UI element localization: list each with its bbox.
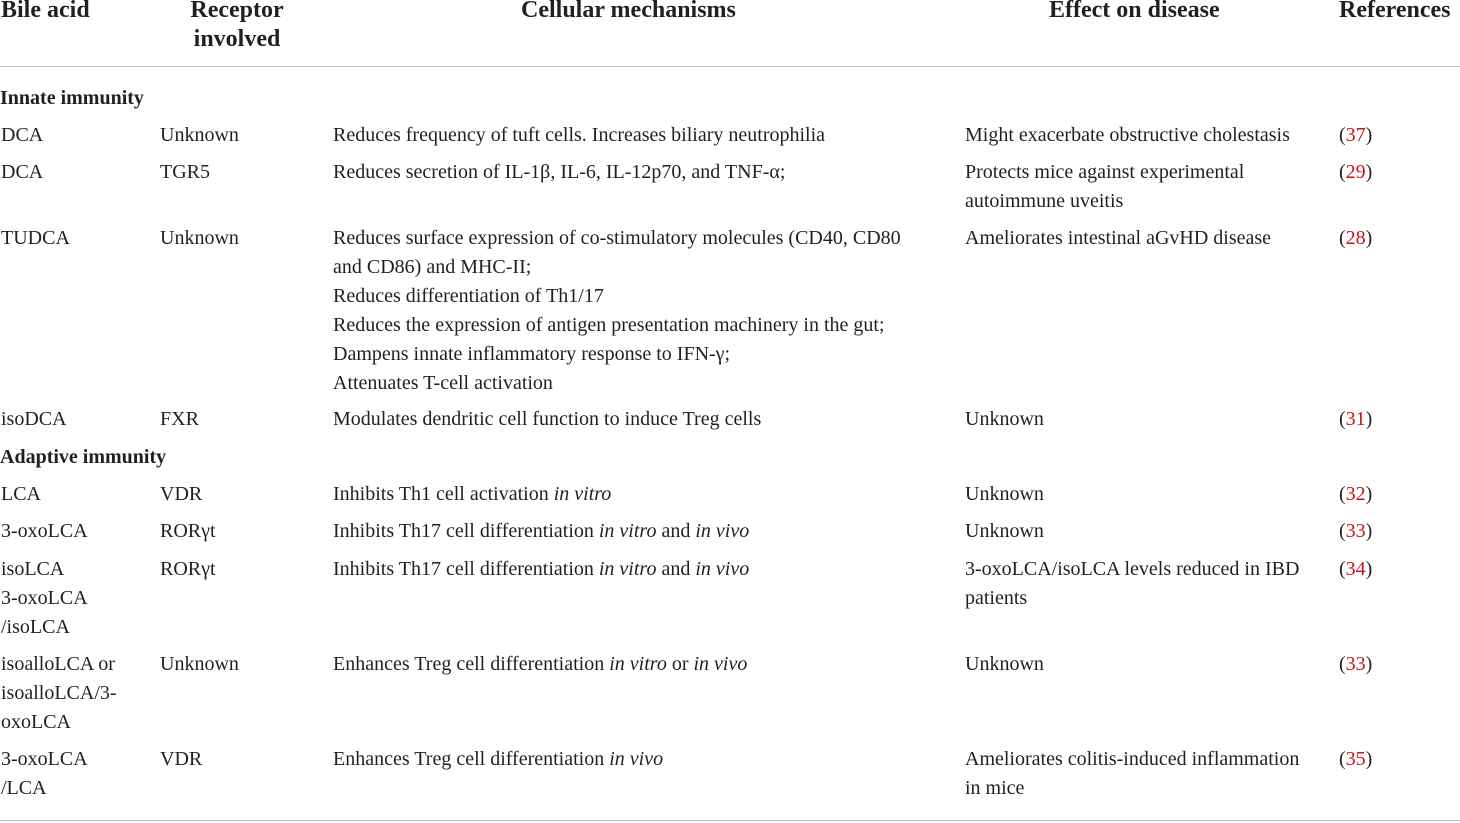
header-bile-acid: Bile acid [1,0,90,23]
bile-acid-line: isoalloLCA/3- [1,682,117,704]
cell-bile-acid [1,224,70,253]
header-receptor-line1: Receptor [190,0,284,23]
cell-bile-acid [1,555,88,642]
mechanism-line [333,745,663,774]
cell-receptor: VDR [160,483,203,505]
reference-link[interactable]: 33 [1345,520,1366,542]
mechanism-text: Inhibits Th17 cell differentiation [333,520,599,542]
cell-bile-acid [1,745,88,803]
cell-bile-acid [1,517,88,546]
mechanism-text: Reduces differentiation of Th1/17 [333,285,604,307]
bile-acid-line: isoalloLCA or [1,653,115,675]
cell-effect [965,555,1299,613]
cell-mechanisms [333,745,663,774]
effect-line: Ameliorates intestinal aGvHD disease [965,227,1272,249]
cell-reference: (28) [1339,227,1373,249]
bile-acid-line: isoLCA [1,558,65,580]
cell-effect [965,517,1044,546]
mechanism-text: Enhances Treg cell differentiation [333,653,610,675]
cell-receptor: RORγt [160,558,216,580]
mechanism-text: Reduces frequency of tuft cells. Increases biliary neutrophilia [333,124,826,146]
header-mechanisms: Cellular mechanisms [521,0,736,23]
bile-acid-line: 3-oxoLCA [1,587,88,609]
header-effect: Effect on disease [1049,0,1220,23]
effect-line: patients [965,587,1028,609]
mechanism-line [333,158,785,187]
effect-line: Might exacerbate obstructive cholestasis [965,124,1290,146]
bile-acid-line: TUDCA [1,227,70,249]
cell-effect [965,158,1244,216]
cell-bile-acid [1,480,41,509]
reference-link[interactable]: 33 [1345,653,1366,675]
effect-line: Protects mice against experimental [965,161,1245,183]
cell-mechanisms [333,517,749,546]
cell-receptor: FXR [160,408,199,430]
mechanism-line [333,121,825,150]
mechanism-line [333,311,901,340]
effect-line: autoimmune uveitis [965,190,1124,212]
reference-link[interactable]: 32 [1345,483,1366,505]
bile-acid-line: DCA [1,124,44,146]
effect-line: in mice [965,777,1025,799]
cell-reference: (31) [1339,408,1373,430]
cell-receptor: RORγt [160,520,216,542]
bile-acid-line: 3-oxoLCA [1,748,88,770]
mechanism-line [333,517,749,546]
cell-bile-acid [1,405,67,434]
cell-mechanisms [333,480,611,509]
reference-link[interactable]: 35 [1345,748,1366,770]
header-receptor [187,0,287,54]
bile-acid-line: oxoLCA [1,711,71,733]
cell-mechanisms [333,405,761,434]
italic-term: in vivo [609,748,664,770]
cell-mechanisms [333,650,747,679]
mechanism-text: Enhances Treg cell differentiation [333,748,610,770]
mechanism-text: or [666,653,694,675]
reference-link[interactable]: 34 [1345,558,1366,580]
reference-link[interactable]: 31 [1345,408,1366,430]
mechanism-line [333,369,901,398]
italic-term: in vivo [695,558,750,580]
mechanism-line [333,405,761,434]
effect-line: Ameliorates colitis-induced inflammation [965,748,1300,770]
cell-reference: (37) [1339,124,1373,146]
effect-line: Unknown [965,408,1044,430]
bile-acid-line: 3-oxoLCA [1,520,88,542]
cell-bile-acid [1,121,43,150]
cell-effect [965,745,1299,803]
cell-effect [965,121,1290,150]
header-receptor-line2: involved [193,26,281,52]
cell-reference: (33) [1339,520,1373,542]
cell-effect [965,405,1044,434]
header-references: References [1339,0,1451,23]
bile-acid-line: LCA [1,483,41,505]
section-innate-immunity: Innate immunity [0,87,144,109]
italic-term: in vitro [598,558,657,580]
cell-receptor: TGR5 [160,161,210,183]
reference-link[interactable]: 37 [1345,124,1366,146]
mechanism-text: Modulates dendritic cell function to induce Treg cells [333,408,762,430]
reference-link[interactable]: 28 [1345,227,1366,249]
cell-effect [965,224,1271,253]
mechanism-line [333,340,901,369]
mechanism-line [333,253,901,282]
mechanism-line [333,224,901,253]
bile-acid-line: /isoLCA [1,616,70,638]
mechanism-text: Inhibits Th1 cell activation [333,483,554,505]
mechanism-text: Reduces surface expression of co-stimulatory molecules (CD40, CD80 [333,227,901,249]
mechanism-text: Inhibits Th17 cell differentiation [333,558,599,580]
effect-line: Unknown [965,520,1044,542]
cell-receptor: Unknown [160,227,239,249]
section-adaptive-immunity: Adaptive immunity [0,446,167,468]
cell-reference: (29) [1339,161,1373,183]
cell-mechanisms [333,158,785,187]
mechanism-text: Reduces secretion of IL-1β, IL-6, IL-12p70, and TNF-α; [333,161,786,183]
effect-line: Unknown [965,483,1044,505]
mechanism-line [333,650,747,679]
italic-term: in vivo [693,653,748,675]
cell-reference: (33) [1339,653,1373,675]
table-header [0,0,1460,67]
italic-term: in vitro [553,483,612,505]
italic-term: in vivo [695,520,750,542]
italic-term: in vitro [609,653,667,675]
mechanism-text: and CD86) and MHC-II; [333,256,532,278]
cell-receptor: Unknown [160,124,239,146]
cell-mechanisms [333,555,749,584]
mechanism-text: Reduces the expression of antigen presentation machinery in the gut; [333,314,885,336]
italic-term: in vitro [598,520,657,542]
cell-reference: (32) [1339,483,1373,505]
mechanism-line [333,282,901,311]
reference-link[interactable]: 29 [1345,161,1366,183]
bile-acid-line: /LCA [1,777,47,799]
cell-effect [965,650,1044,679]
cell-effect [965,480,1044,509]
mechanism-text: Attenuates T-cell activation [333,372,553,394]
mechanism-text: Dampens innate inflammatory response to IFN-γ; [333,343,731,365]
mechanism-line [333,480,611,509]
bile-acid-line: isoDCA [1,408,67,430]
cell-bile-acid [1,158,43,187]
mechanism-text: and [656,520,696,542]
effect-line: Unknown [965,653,1044,675]
cell-receptor: Unknown [160,653,239,675]
effect-line: 3-oxoLCA/isoLCA levels reduced in IBD [965,558,1300,580]
cell-mechanisms [333,224,901,398]
mechanism-line [333,555,749,584]
table-bottom-rule [0,820,1460,821]
cell-reference: (34) [1339,558,1373,580]
bile-acid-line: DCA [1,161,44,183]
cell-mechanisms [333,121,825,150]
mechanism-text: and [656,558,696,580]
cell-reference: (35) [1339,748,1373,770]
cell-bile-acid [1,650,117,737]
cell-receptor: VDR [160,748,203,770]
